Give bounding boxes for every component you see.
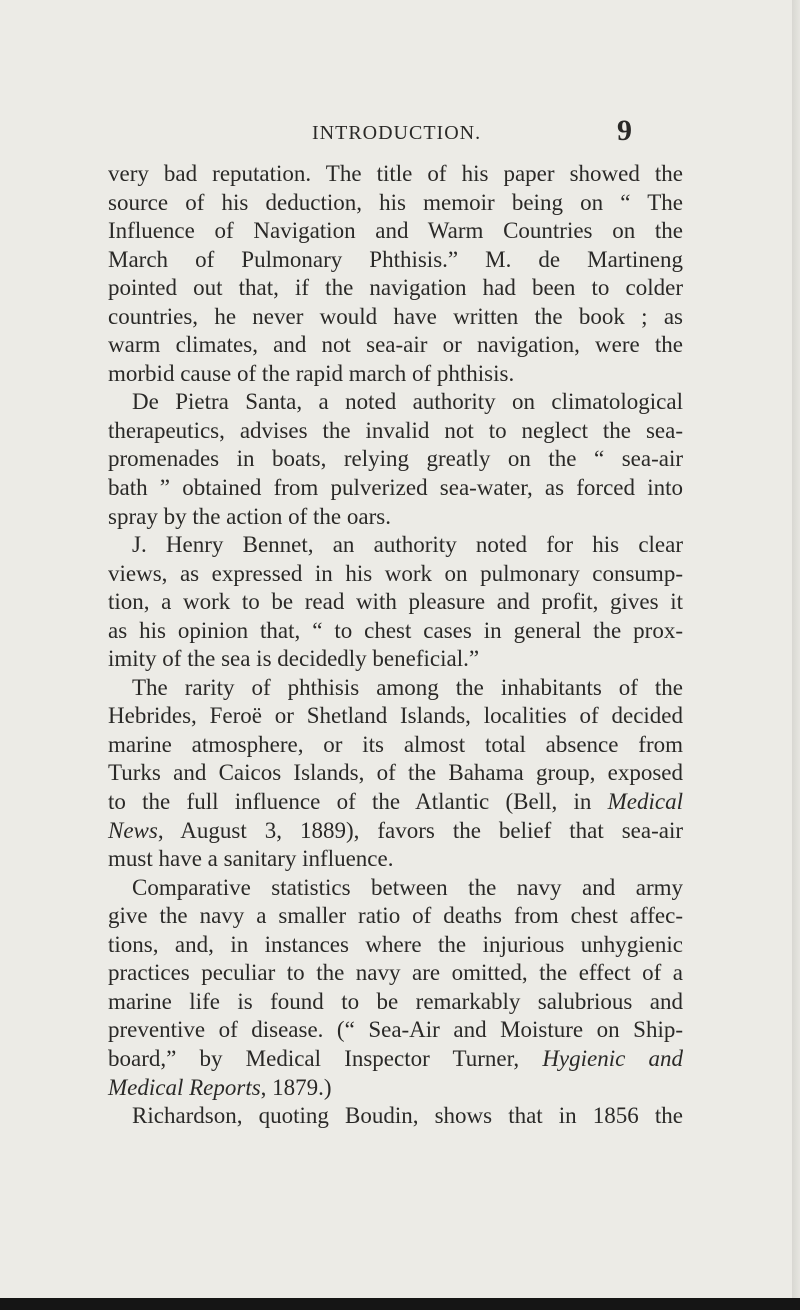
text-segment: source of his deduction, his memoir being on “ The [108, 189, 683, 215]
page-header [0, 114, 800, 148]
text-segment: Influence of Navigation and Warm Countries on the [108, 218, 683, 244]
text-line [108, 788, 683, 817]
text-segment: promenades in boats, relying greatly on the “ sea-air [108, 446, 683, 472]
italic-text: Medical Reports [108, 1074, 261, 1100]
text-segment: Richardson, quoting Boudin, shows that in 1856 the [132, 1103, 683, 1129]
text-segment: bath ” obtained from pulverized sea-water, as forced into [108, 475, 683, 501]
text-line [108, 731, 683, 760]
text-segment: very bad reputation. The title of his paper showed the [108, 161, 683, 186]
text-segment: The rarity of phthisis among the inhabitants of the [132, 674, 683, 700]
text-line [108, 588, 683, 617]
text-segment: pointed out that, if the navigation had been to colder [108, 275, 683, 301]
text-line [108, 1074, 683, 1103]
bottom-border [0, 1298, 800, 1310]
text-line [108, 474, 683, 503]
text-segment: spray by the action of the oars. [108, 503, 391, 529]
text-line [108, 959, 683, 988]
page-number: 9 [617, 114, 632, 147]
text-line [108, 1045, 683, 1074]
text-segment: therapeutics, advises the invalid not to neglect the sea- [108, 417, 683, 443]
text-line [108, 874, 683, 903]
text-line [108, 560, 683, 589]
text-segment: views, as expressed in his work on pulmonary consump- [108, 560, 683, 586]
italic-text: News [108, 817, 158, 843]
text-line [108, 931, 683, 960]
text-line [108, 189, 683, 218]
text-line [108, 1102, 683, 1131]
text-line [108, 417, 683, 446]
text-segment: countries, he never would have written the book ; as [108, 303, 683, 329]
body-text [108, 160, 683, 1131]
text-segment: De Pietra Santa, a noted authority on climatological [132, 389, 683, 415]
italic-text: Medical [607, 789, 683, 815]
text-line [108, 645, 683, 674]
page-edge-shadow [792, 0, 800, 1310]
text-line [108, 445, 683, 474]
text-line [108, 902, 683, 931]
text-segment: must have a sanitary influence. [108, 846, 394, 872]
text-line [108, 759, 683, 788]
italic-text: Hygienic and [542, 1045, 683, 1071]
text-segment: give the navy a smaller ratio of deaths from chest affec- [108, 903, 683, 929]
text-segment: marine atmosphere, or its almost total absence from [108, 731, 683, 757]
text-line [108, 674, 683, 703]
text-segment: morbid cause of the rapid march of phthisis. [108, 360, 515, 386]
text-line [108, 303, 683, 332]
text-line [108, 817, 683, 846]
text-segment: board,” by Medical Inspector Turner, [108, 1045, 543, 1071]
text-line [108, 1016, 683, 1045]
text-line [108, 503, 683, 532]
text-segment: March of Pulmonary Phthisis.” M. de Martineng [108, 246, 683, 272]
text-line [108, 217, 683, 246]
text-segment: preventive of disease. (“ Sea-Air and Moisture on Ship- [108, 1017, 683, 1043]
text-line [108, 246, 683, 275]
text-segment: as his opinion that, “ to chest cases in general the prox- [108, 617, 683, 643]
text-segment: Turks and Caicos Islands, of the Bahama group, exposed [108, 760, 683, 786]
text-line [108, 388, 683, 417]
text-segment: marine life is found to be remarkably salubrious and [108, 988, 683, 1014]
text-segment: practices peculiar to the navy are omitted, the effect of a [108, 960, 683, 986]
text-line [108, 331, 683, 360]
text-segment: imity of the sea is decidedly beneficial.” [108, 646, 480, 672]
text-line [108, 531, 683, 560]
text-line [108, 845, 683, 874]
text-line [108, 160, 683, 189]
running-head: INTRODUCTION. [312, 122, 482, 144]
text-line [108, 702, 683, 731]
text-line [108, 274, 683, 303]
text-segment: tions, and, in instances where the injurious unhygienic [108, 931, 683, 957]
text-line [108, 360, 683, 389]
text-segment: J. Henry Bennet, an authority noted for his clear [132, 532, 683, 558]
text-line [108, 988, 683, 1017]
text-segment: to the full influence of the Atlantic (Bell, in [108, 789, 608, 815]
text-segment: Comparative statistics between the navy and army [132, 874, 683, 900]
text-segment: warm climates, and not sea-air or navigation, were the [108, 332, 683, 358]
text-segment: tion, a work to be read with pleasure and profit, gives it [108, 589, 683, 615]
text-line [108, 617, 683, 646]
text-segment: , 1879.) [260, 1074, 332, 1100]
text-segment: , August 3, 1889), favors the belief that sea-air [157, 817, 683, 843]
text-segment: Hebrides, Feroë or Shetland Islands, localities of decided [108, 703, 683, 729]
